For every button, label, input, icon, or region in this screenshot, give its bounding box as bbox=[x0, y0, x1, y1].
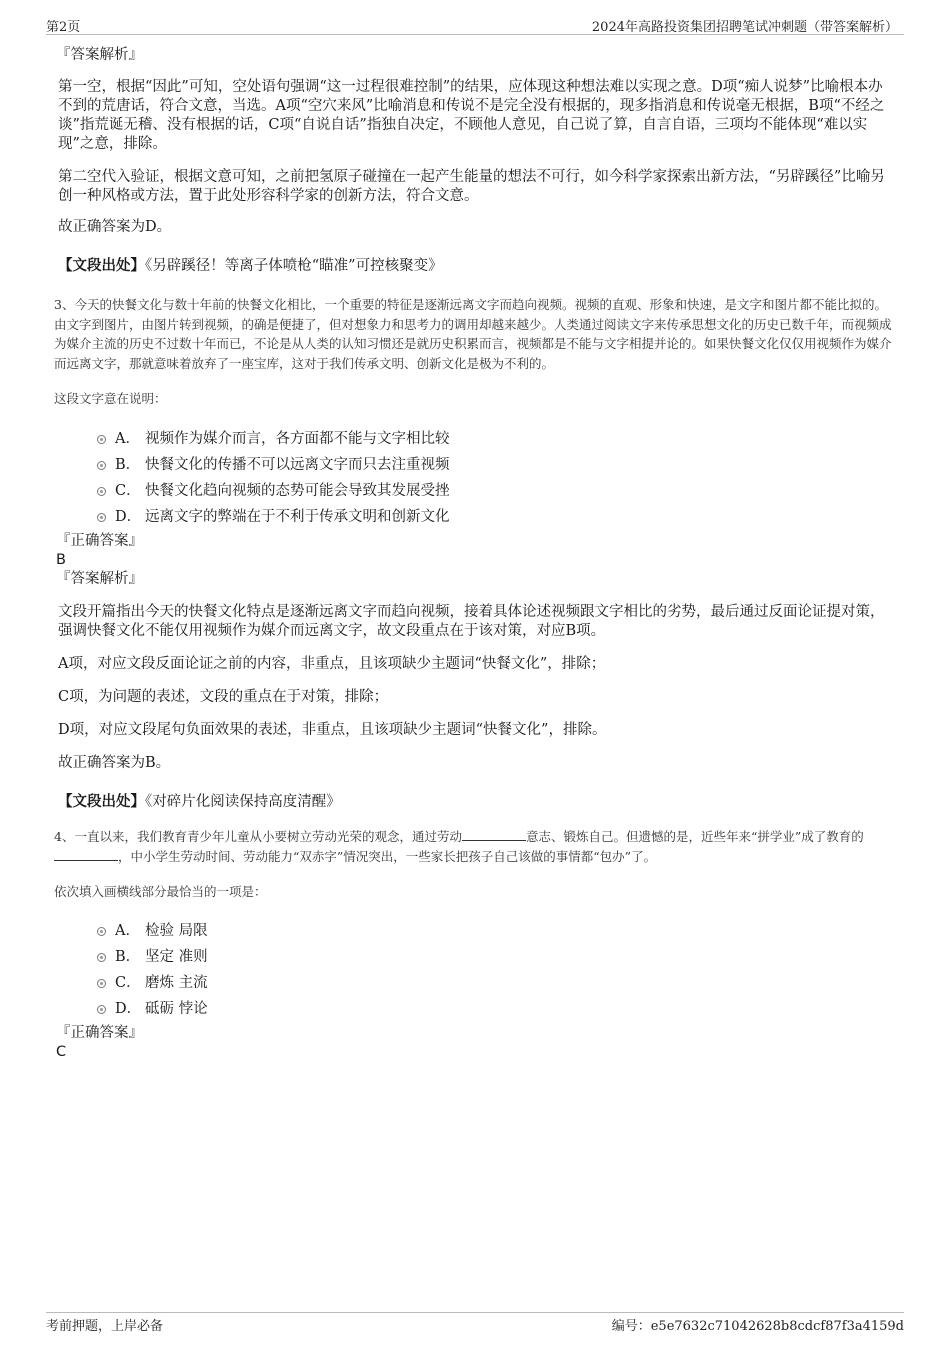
radio-icon[interactable] bbox=[97, 435, 106, 444]
q4-prompt: 依次填入画横线部分最恰当的一项是： bbox=[54, 884, 267, 899]
q3-analysis-p4: D项，对应文段尾句负面效果的表述，非重点，且该项缺少主题词“快餐文化”，排除。 bbox=[58, 722, 607, 738]
analysis-label: 『答案解析』 bbox=[56, 571, 143, 587]
footer-slogan: 考前押题，上岸必备 bbox=[46, 1319, 164, 1334]
correct-answer-label: 『正确答案』 bbox=[56, 533, 143, 549]
radio-icon[interactable] bbox=[97, 513, 106, 522]
prev-source-title: 《另辟蹊径！等离子体喷枪“瞄准”可控核聚变》 bbox=[145, 258, 443, 274]
q3-option-d[interactable]: D． 远离文字的弊端在于不利于传承文明和创新文化 bbox=[54, 504, 896, 530]
q3-conclusion: 故正确答案为B。 bbox=[58, 755, 171, 771]
q3-answer: B bbox=[56, 552, 66, 568]
q3-option-a[interactable]: A． 视频作为媒介而言，各方面都不能与文字相比较 bbox=[54, 426, 896, 452]
source-prefix: 【文段出处】 bbox=[58, 257, 145, 274]
radio-icon[interactable] bbox=[97, 953, 106, 962]
fill-blank-2 bbox=[54, 849, 118, 861]
page-footer bbox=[46, 1312, 904, 1335]
q3-source bbox=[54, 790, 896, 811]
source-prefix: 【文段出处】 bbox=[58, 793, 145, 810]
page-header bbox=[46, 14, 904, 35]
q4-options bbox=[54, 918, 896, 1022]
q3-analysis-p2: A项，对应文段反面论证之前的内容，非重点，且该项缺少主题词“快餐文化”，排除； bbox=[58, 656, 606, 672]
prev-analysis-p2: 第二空代入验证，根据文意可知，之前把氢原子碰撞在一起产生能量的想法不可行，如今科学家探索出新方法，“另辟蹊径”比喻另创一种风格或方法，置于此处形容科学家的创新方法，符合文意。 bbox=[58, 169, 885, 204]
q3-option-b[interactable]: B． 快餐文化的传播不可以远离文字而只去注重视频 bbox=[54, 452, 896, 478]
q4-text: 4、一直以来，我们教育青少年儿童从小要树立劳动光荣的观念，通过劳动 意志、锻炼自己。但遗憾的是，近些年来“拼学业”成了教育的，中小学生劳动时间、劳动能力“双赤字”情况突出，一些家长把孩子自己该做的事情都“包办”了。 bbox=[54, 829, 864, 864]
radio-icon[interactable] bbox=[97, 979, 106, 988]
correct-answer-label: 『正确答案』 bbox=[56, 1025, 143, 1041]
q3-source-title: 《对碎片化阅读保持高度清醒》 bbox=[145, 794, 341, 810]
document-title: 2024年高路投资集团招聘笔试冲刺题（带答案解析） bbox=[591, 20, 898, 35]
q3-text: 3、今天的快餐文化与数十年前的快餐文化相比，一个重要的特征是逐渐远离文字而趋向视频。视频的直观、形象和快速，是文字和图片都不能比拟的。由文字到图片，由图片转到视频，的确是便捷了，但对想象力和思考力的调用却越来越少。人类通过阅读文字来传承思想文化的历史已数千年，而视频成为媒介主流的历史不过数十年而已，不论是从人类的认知习惯还是就历史积累而言，视频都是不能与文字相提并论的。如果快餐文化仅仅用视频作为媒介而远离文字，那就意味着放弃了一座宝库，这对于我们传承文明、创新文化是极为不利的。 bbox=[54, 297, 892, 371]
q4-option-a[interactable]: A． 检验 局限 bbox=[54, 918, 896, 944]
q4-answer: C bbox=[56, 1044, 67, 1060]
radio-icon[interactable] bbox=[97, 1005, 106, 1014]
analysis-label: 『答案解析』 bbox=[56, 47, 143, 63]
document-code: 编号：e5e7632c71042628b8cdcf87f3a4159d bbox=[611, 1319, 904, 1334]
page-content bbox=[54, 46, 896, 1061]
prev-source bbox=[54, 254, 896, 275]
q3-options bbox=[54, 426, 896, 530]
q3-analysis-p1: 文段开篇指出今天的快餐文化特点是逐渐远离文字而趋向视频，接着具体论述视频跟文字相比的劣势，最后通过反面论证提对策，强调快餐文化不能仅用视频作为媒介而远离文字，故文段重点在于该对策，对应B项。 bbox=[58, 604, 885, 639]
page-number: 第2页 bbox=[46, 20, 81, 35]
q4-option-d[interactable]: D． 砥砺 悖论 bbox=[54, 996, 896, 1022]
q3-option-c[interactable]: C． 快餐文化趋向视频的态势可能会导致其发展受挫 bbox=[54, 478, 896, 504]
radio-icon[interactable] bbox=[97, 927, 106, 936]
prev-analysis-p1: 第一空，根据“因此”可知，空处语句强调“这一过程很难控制”的结果，应体现这种想法难以实现之意。D项“痴人说梦”比喻根本办不到的荒唐话，符合文意，当选。A项“空穴来风”比喻消息和传说不是完全没有根据的，现多指消息和传说毫无根据，B项“不经之谈”指荒诞无稽、没有根据的话，C项“自说自话”指独自决定，不顾他人意见，自己说了算，自言自语，三项均不能体现“难以实现”之意，排除。 bbox=[58, 79, 885, 152]
radio-icon[interactable] bbox=[97, 461, 106, 470]
prev-conclusion: 故正确答案为D。 bbox=[58, 219, 172, 235]
radio-icon[interactable] bbox=[97, 487, 106, 496]
q3-prompt: 这段文字意在说明： bbox=[54, 391, 167, 406]
q4-option-c[interactable]: C． 磨炼 主流 bbox=[54, 970, 896, 996]
fill-blank-1 bbox=[462, 829, 526, 841]
q3-analysis-p3: C项，为问题的表述，文段的重点在于对策，排除； bbox=[58, 689, 389, 705]
q4-option-b[interactable]: B． 坚定 准则 bbox=[54, 944, 896, 970]
